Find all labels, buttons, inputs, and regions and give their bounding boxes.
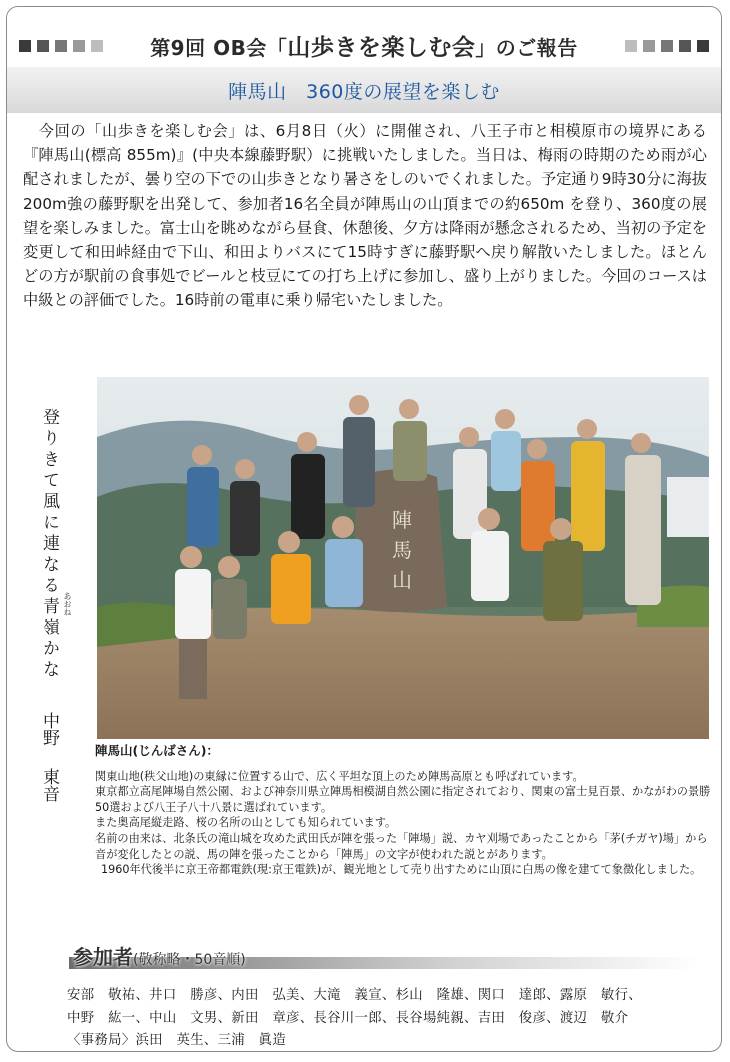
participants-list (67, 985, 717, 1052)
haiku-author (36, 712, 62, 802)
title-suffix: 」のご報告 (475, 36, 578, 60)
title-main: 山歩きを楽しむ会 (287, 35, 476, 61)
participants-title (73, 941, 246, 970)
article-body: 今回の「山歩きを楽しむ会」は、6月8日（火）に開催され、八王子市と相模原市の境界にある『陣馬山(標高 855m)』(中央本線藤野駅）に挑戦いたしました。当日は、梅雨の時期のため雨が心配されましたが、曇り空の下での山歩きとなり暑さをしのいでくれました。予定通り9時30分に海抜200m強の藤野駅を出発して、参加者16名全員が陣馬山の山頂までの約650m を登り、360度の展望を楽しみました。富士山を眺めながら昼食、休憩後、夕方は降雨が懸念されるため、当初の予定を変更して和田峠経由で下山、和田よりバスにて15時すぎに藤野駅へ戻り解散いたしました。ほとんどの方が駅前の食事処でビールと枝豆にての打ち上げに参加し、盛り上がりました。今回のコースは中級との評価でした。16時前の電車に乗り帰宅いたしました。 (23, 122, 707, 310)
participants-line: 中野 紘一、中山 文男、新田 章彦、長谷川一郎、長谷場純親、吉田 俊彦、渡辺 敬介 (67, 1010, 629, 1026)
photo-illustration (97, 377, 709, 739)
subtitle: 陣馬山 360度の展望を楽しむ (228, 80, 500, 103)
square-icon (697, 40, 709, 52)
participants-heading-note: (敬称略・50音順) (133, 952, 246, 968)
page-title (7, 29, 721, 62)
square-icon (643, 40, 655, 52)
square-icon (625, 40, 637, 52)
mountain-note (95, 743, 717, 878)
haiku-ruby: あおね (63, 592, 72, 616)
participants-line: 安部 敬祐、井口 勝彦、内田 弘美、大滝 義宣、杉山 隆雄、関口 達郎、露原 敏行、 (67, 988, 643, 1003)
group-photo (97, 377, 709, 739)
participants-line: 〈事務局〉浜田 英生、三浦 眞造 (67, 1033, 287, 1048)
subtitle-bar (7, 67, 721, 113)
note-line: 名前の由来は、北条氏の滝山城を攻めた武田氏が陣を張った「陣場」説、カヤ刈場であったことから「茅(チガヤ)場」から音が変化したとの説、馬の陣を張ったことから「陣馬」の文字が使われた説とがあります。 (95, 831, 708, 861)
author-given: 東音 (39, 768, 59, 802)
sign-char-2: 馬 (392, 538, 412, 562)
note-line: また奥高尾縦走路、桜の名所の山としても知られています。 (95, 816, 397, 830)
sign-char-3: 山 (392, 568, 412, 592)
square-icon (661, 40, 673, 52)
author-family: 中野 (39, 712, 59, 746)
square-icon (679, 40, 691, 52)
haiku-verse: 登りきて風に連なる青嶺かな (39, 408, 59, 681)
page-frame (6, 6, 722, 1052)
participants-header (69, 939, 699, 973)
title-prefix: 第9回 OB会「 (150, 36, 288, 60)
decor-squares-right (625, 40, 709, 52)
note-line: 関東山地(秩父山地)の東縁に位置する山で、広く平坦な頂上のため陣馬高原とも呼ばれています。 (95, 769, 584, 783)
note-line: 東京都立高尾陣場自然公園、および神奈川県立陣馬相模湖自然公園に指定されており、関東の富士見百景、かながわの景勝50選および八王子八十八景に選ばれています。 (95, 785, 711, 814)
note-heading: 陣馬山(じんばさん)： (95, 743, 219, 758)
participants-heading: 参加者 (73, 945, 133, 969)
header (7, 7, 721, 63)
note-line: 1960年代後半に京王帝都電鉄(現:京王電鉄)が、観光地として売り出すために山頂に白馬の像を建てて象徴化しました。 (101, 863, 702, 877)
sign-char-1: 陣 (392, 508, 412, 532)
